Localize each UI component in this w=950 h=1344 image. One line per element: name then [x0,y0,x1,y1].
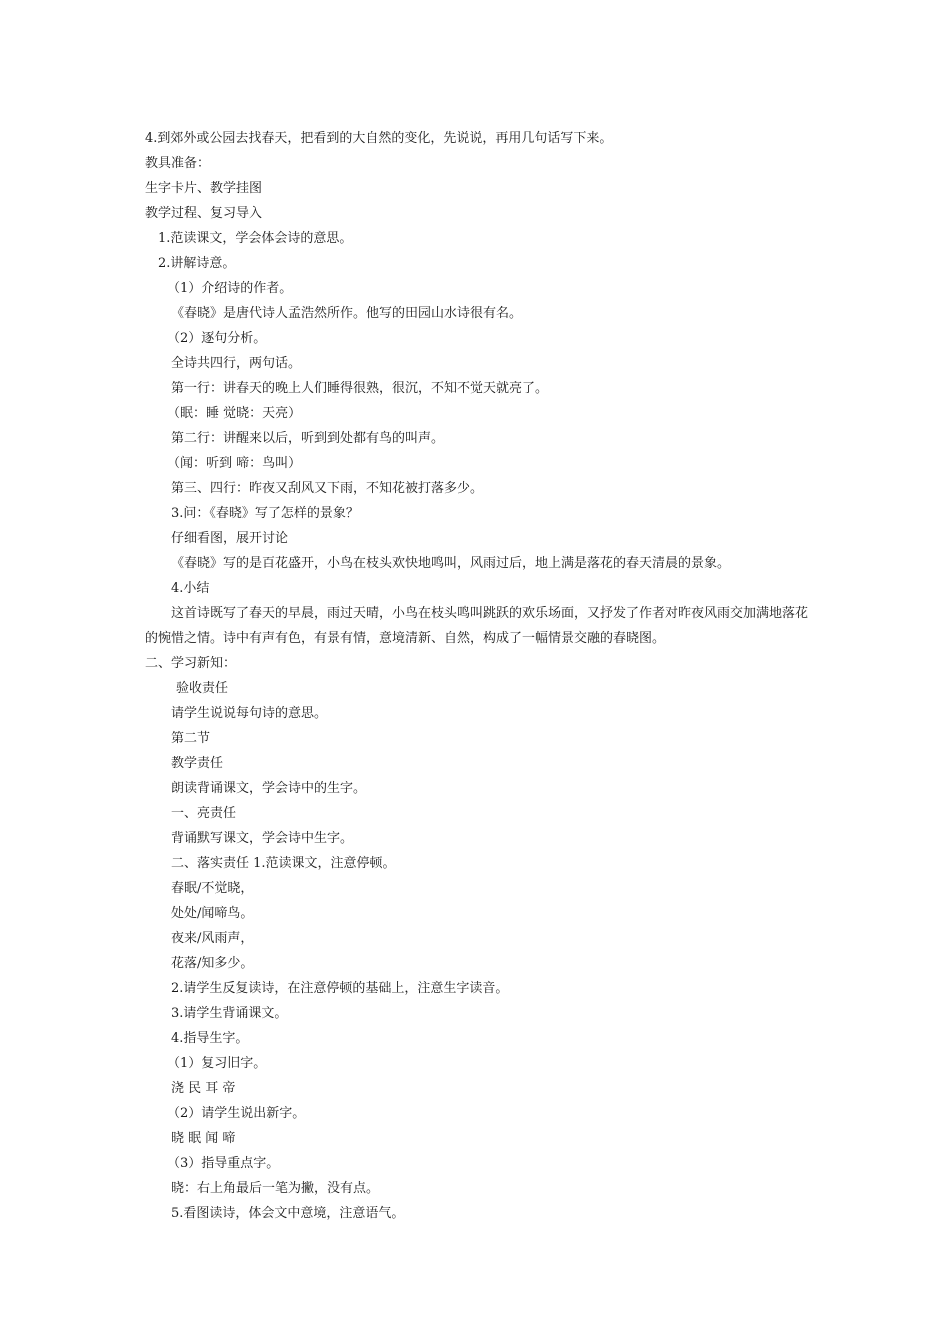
text-line: 2.请学生反复读诗，在注意停顿的基础上，注意生字读音。 [171,981,509,996]
text-line: 第三、四行：昨夜又刮风又下雨，不知花被打落多少。 [171,481,484,496]
text-line: （2）请学生说出新字。 [167,1106,306,1121]
text-line: 2.讲解诗意。 [158,256,236,271]
text-line: 全诗共四行，两句话。 [171,356,302,371]
text-line: 5.看图读诗，体会文中意境，注意语气。 [171,1206,405,1221]
section-heading: 第二节 [171,731,211,746]
section-heading: 教具准备： [145,156,211,171]
text-line: （2）逐句分析。 [167,331,267,346]
character-list: 晓 眠 闻 啼 [171,1131,236,1146]
text-line: 第一行：讲春天的晚上人们睡得很熟，很沉，不知不觉天就亮了。 [171,381,549,396]
text-line: 一、亮责任 [171,806,237,821]
text-line: 《春晓》是唐代诗人孟浩然所作。他写的田园山水诗很有名。 [171,306,523,321]
section-heading: 教学过程、复习导入 [145,206,263,221]
poem-line: 春眠/不觉晓， [171,881,254,896]
text-line: 教学责任 [171,756,224,771]
text-line: 4.到郊外或公园去找春天，把看到的大自然的变化，先说说，再用几句话写下来。 [145,131,613,146]
text-line: （眠：睡 觉晓：天亮） [167,406,302,421]
text-line: 3.问：《春晓》写了怎样的景象？ [171,506,359,521]
poem-line: 处处/闻啼鸟。 [171,906,254,921]
text-line: 验收责任 [176,681,229,696]
character-list: 浇 民 耳 帝 [171,1081,236,1096]
summary-paragraph: 这首诗既写了春天的早晨，雨过天晴，小鸟在枝头鸣叫跳跃的欢乐场面，又抒发了作者对昨夜风雨交加满地落花的惋惜之情。诗中有声有色，有景有情，意境清新、自然，构成了一幅情景交融的春晓图。 [145,606,809,646]
text-line: 1.范读课文，学会体会诗的意思。 [158,231,353,246]
section-heading: 二、学习新知： [145,656,237,671]
text-line: 《春晓》写的是百花盛开，小鸟在枝头欢快地鸣叫，风雨过后，地上满是落花的春天清晨的景象。 [171,556,731,571]
text-line: 4.指导生字。 [171,1031,249,1046]
text-line: （1）介绍诗的作者。 [167,281,293,296]
text-line: 3.请学生背诵课文。 [171,1006,288,1021]
poem-line: 夜来/风雨声， [171,931,254,946]
text-line: （1）复习旧字。 [167,1056,267,1071]
text-line: 第二行：讲醒来以后，听到到处都有鸟的叫声。 [171,431,445,446]
text-line: 请学生说说每句诗的意思。 [171,706,328,721]
text-line: （3）指导重点字。 [167,1156,280,1171]
text-line: 朗读背诵课文，学会诗中的生字。 [171,781,367,796]
text-line: 生字卡片、教学挂图 [145,181,263,196]
poem-line: 花落/知多少。 [171,956,254,971]
text-line: 4.小结 [171,581,210,596]
text-line: 晓：右上角最后一笔为撇，没有点。 [171,1181,380,1196]
text-line: （闻：听到 啼：鸟叫） [167,456,302,471]
text-line: 背诵默写课文，学会诗中生字。 [171,831,354,846]
document-body [145,126,810,1226]
text-line: 仔细看图，展开讨论 [171,531,289,546]
text-line: 二、落实责任 1.范读课文，注意停顿。 [171,856,396,871]
